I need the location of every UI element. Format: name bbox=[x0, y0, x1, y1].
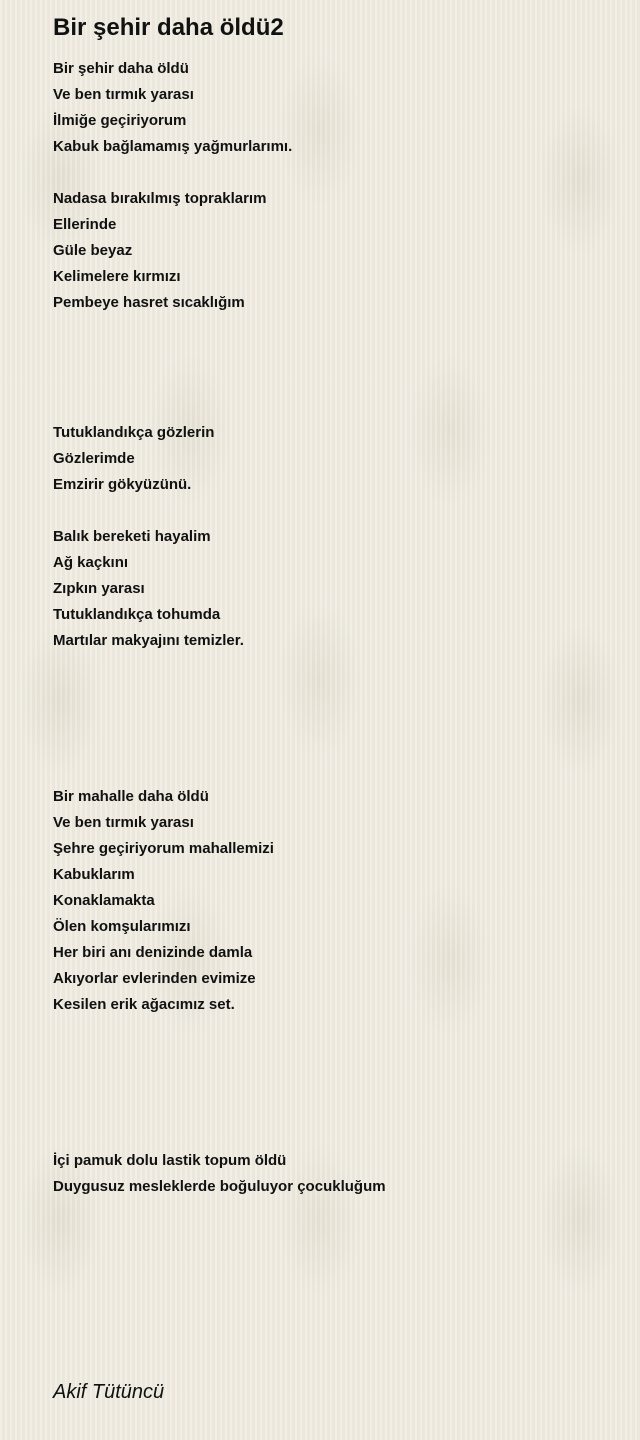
stanza-break bbox=[53, 758, 613, 784]
poem-line: Şehre geçiriyorum mahallemizi bbox=[53, 840, 274, 857]
poem-author: Akif Tütüncü bbox=[53, 1381, 165, 1403]
poem-line: Duygusuz mesleklerde boğuluyor çocukluğum bbox=[53, 1178, 386, 1195]
poem-line: Ağ kaçkını bbox=[53, 554, 129, 571]
poem-line: Nadasa bırakılmış topraklarım bbox=[53, 190, 267, 207]
poem-line: Pembeye hasret sıcaklığım bbox=[53, 294, 245, 311]
stanza-break bbox=[53, 706, 613, 732]
poem-line: Güle beyaz bbox=[53, 242, 133, 259]
stanza-break bbox=[53, 1044, 613, 1070]
poem-line: Kelimelere kırmızı bbox=[53, 268, 181, 285]
poem-line: Martılar makyajını temizler. bbox=[53, 632, 244, 649]
poem-line: İçi pamuk dolu lastik topum öldü bbox=[53, 1152, 287, 1169]
stanza-break bbox=[53, 680, 613, 706]
poem-line: Tutuklandıkça gözlerin bbox=[53, 424, 215, 441]
stanza-break bbox=[53, 498, 613, 524]
stanza-break bbox=[53, 1018, 613, 1044]
stanza-break bbox=[53, 160, 613, 186]
stanza-break bbox=[53, 316, 613, 342]
poem-line: Balık bereketi hayalim bbox=[53, 528, 211, 545]
poem-line: İlmiğe geçiriyorum bbox=[53, 112, 187, 129]
stanza-break bbox=[53, 1122, 613, 1148]
poem-line: Ve ben tırmık yarası bbox=[53, 814, 194, 831]
poem-line: Bir mahalle daha öldü bbox=[53, 788, 209, 805]
poem-line: Tutuklandıkça tohumda bbox=[53, 606, 221, 623]
stanza-break bbox=[53, 1070, 613, 1096]
poem-line: Zıpkın yarası bbox=[53, 580, 145, 597]
stanza-break bbox=[53, 342, 613, 368]
poem-body bbox=[53, 56, 613, 1200]
poem-line: Konaklamakta bbox=[53, 892, 155, 909]
poem-line: Emzirir gökyüzünü. bbox=[53, 476, 192, 493]
poem-line: Ve ben tırmık yarası bbox=[53, 86, 194, 103]
stanza-break bbox=[53, 1096, 613, 1122]
stanza-break bbox=[53, 394, 613, 420]
poem-line: Bir şehir daha öldü bbox=[53, 60, 189, 77]
poem-line: Ölen komşularımızı bbox=[53, 918, 191, 935]
poem-line: Kabuk bağlamamış yağmurlarımı. bbox=[53, 138, 293, 155]
poem-line: Kesilen erik ağacımız set. bbox=[53, 996, 235, 1013]
poem-container bbox=[53, 12, 613, 1200]
stanza-break bbox=[53, 368, 613, 394]
poem-line: Kabuklarım bbox=[53, 866, 135, 883]
stanza-break bbox=[53, 654, 613, 680]
poem-line: Her biri anı denizinde damla bbox=[53, 944, 253, 961]
poem-title: Bir şehir daha öldü2 bbox=[53, 14, 284, 41]
poem-line: Ellerinde bbox=[53, 216, 117, 233]
stanza-break bbox=[53, 732, 613, 758]
poem-line: Gözlerimde bbox=[53, 450, 135, 467]
poem-line: Akıyorlar evlerinden evimize bbox=[53, 970, 256, 987]
